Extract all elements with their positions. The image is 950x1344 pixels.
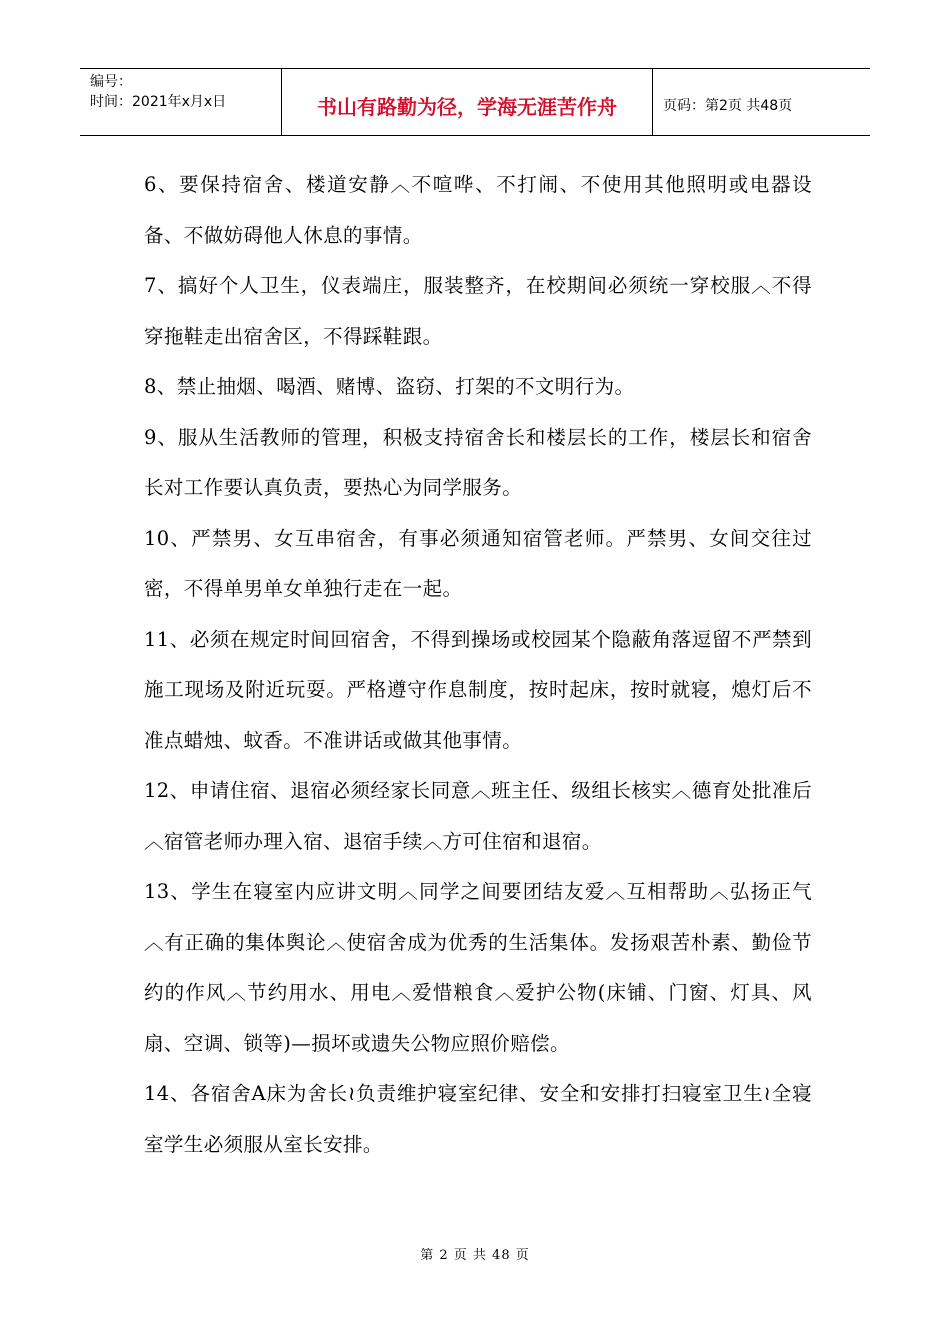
rule-paragraph-7: 7、搞好个人卫生，仪表端庄，服装整齐，在校期间必须统一穿校服︿不得穿拖鞋走出宿舍区，不得踩鞋跟。	[144, 274, 812, 348]
document-date-label: 时间：2021年x月x日	[90, 94, 227, 110]
rule-paragraph-8: 8、禁止抽烟、喝酒、赌博、盗窃、打架的不文明行为。	[144, 375, 635, 398]
document-body	[144, 160, 812, 1170]
rule-paragraph-9: 9、服从生活教师的管理，积极支持宿舍长和楼层长的工作，楼层长和宿舍长对工作要认真负责，要热心为同学服务。	[144, 425, 812, 499]
header-meta	[80, 69, 282, 135]
document-number-label: 编号：	[90, 74, 132, 90]
header-motto: 书山有路勤为径，学海无涯苦作舟	[282, 69, 653, 135]
rule-paragraph-13: 13、学生在寝室内应讲文明︿同学之间要团结友爱︿互相帮助︿弘扬正气︿有正确的集体舆论︿使宿舍成为优秀的生活集体。发扬艰苦朴素、勤俭节约的作风︿节约用水、用电︿爱惜粮食︿爱护公物(床铺、门窗、灯具、风扇、空调、锁等)—损坏或遗失公物应照价赔偿。	[144, 880, 812, 1055]
rule-paragraph-10: 10、严禁男、女互串宿舍，有事必须通知宿管老师。严禁男、女间交往过密，不得单男单女单独行走在一起。	[144, 526, 812, 600]
header-page-info: 页码：第2页 共48页	[663, 98, 793, 114]
rule-paragraph-6: 6、要保持宿舍、楼道安静︿不喧哗、不打闹、不使用其他照明或电器设备、不做妨碍他人休息的事情。	[144, 173, 812, 247]
page-header	[80, 68, 870, 136]
rule-paragraph-11: 11、必须在规定时间回宿舍，不得到操场或校园某个隐蔽角落逗留不严禁到施工现场及附近玩耍。严格遵守作息制度，按时起床，按时就寝，熄灯后不准点蜡烛、蚊香。不准讲话或做其他事情。	[144, 627, 812, 752]
rule-paragraph-14: 14、各宿舍A床为舍长≀负责维护寝室纪律、安全和安排打扫寝室卫生≀全寝室学生必须服从室长安排。	[144, 1082, 812, 1156]
page-footer: 第 2 页 共 48 页	[420, 1248, 530, 1263]
rule-paragraph-12: 12、申请住宿、退宿必须经家长同意︿班主任、级组长核实︿德育处批准后︿宿管老师办理入宿、退宿手续︿方可住宿和退宿。	[144, 779, 812, 853]
